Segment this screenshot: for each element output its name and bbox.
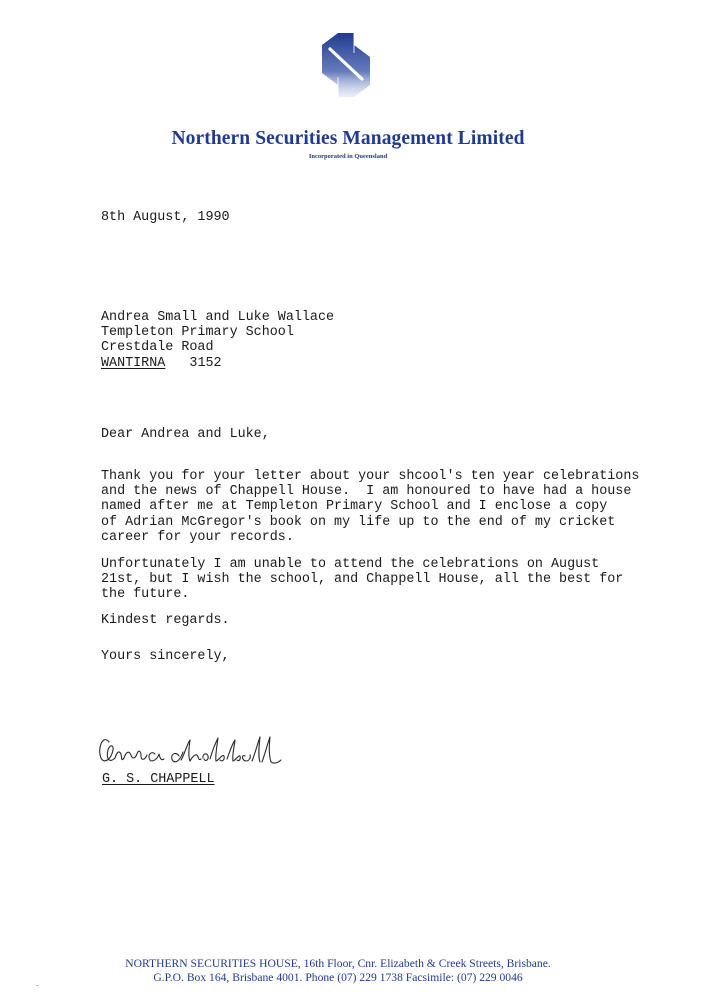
body-line: of Adrian McGregor's book on my life up to the end of my cricket [101,514,616,530]
kind-regards: Kindest regards. [101,613,230,628]
recipient-suburb: WANTIRNA [101,355,166,371]
body-paragraph-1 [101,469,639,545]
recipient-locality [101,356,334,371]
scan-speck [36,985,39,986]
body-line: the future. [101,587,190,603]
footer-address-line: NORTHERN SECURITIES HOUSE, 16th Floor, Cnr. Elizabeth & Creek Streets, Brisbane. [125,957,551,970]
incorporated-note: Incorporated in Queensland [308,153,388,160]
recipient-postcode: 3152 [189,355,222,371]
body-line: named after me at Templeton Primary School and I enclose a copy [101,499,608,515]
recipient-street: Crestdale Road [101,340,214,356]
signatory-name: G. S. CHAPPELL [102,772,215,787]
body-line: career for your records. [101,529,294,545]
body-paragraph-2 [101,557,623,603]
recipient-school: Templeton Primary School [101,325,294,341]
body-line: 21st, but I wish the school, and Chappell House, all the best for [101,572,624,588]
company-name: Northern Securities Management Limited [171,128,525,149]
body-line: and the news of Chappell House. I am honoured to have had a house [101,484,632,500]
salutation: Dear Andrea and Luke, [101,427,270,442]
recipient-name: Andrea Small and Luke Wallace [101,310,335,325]
recipient-address [101,310,334,371]
stylized-s-mark-icon [318,33,374,103]
handwritten-signature [95,728,290,776]
body-line: Unfortunately I am unable to attend the celebrations on August [101,557,600,572]
closing: Yours sincerely, [101,649,230,664]
footer-contact-line: G.P.O. Box 164, Brisbane 4001. Phone (07) 229 1738 Facsimile: (07) 229 0046 [153,971,523,984]
letter-date: 8th August, 1990 [101,210,230,225]
body-line: Thank you for your letter about your shcool's ten year celebrations [101,469,640,484]
